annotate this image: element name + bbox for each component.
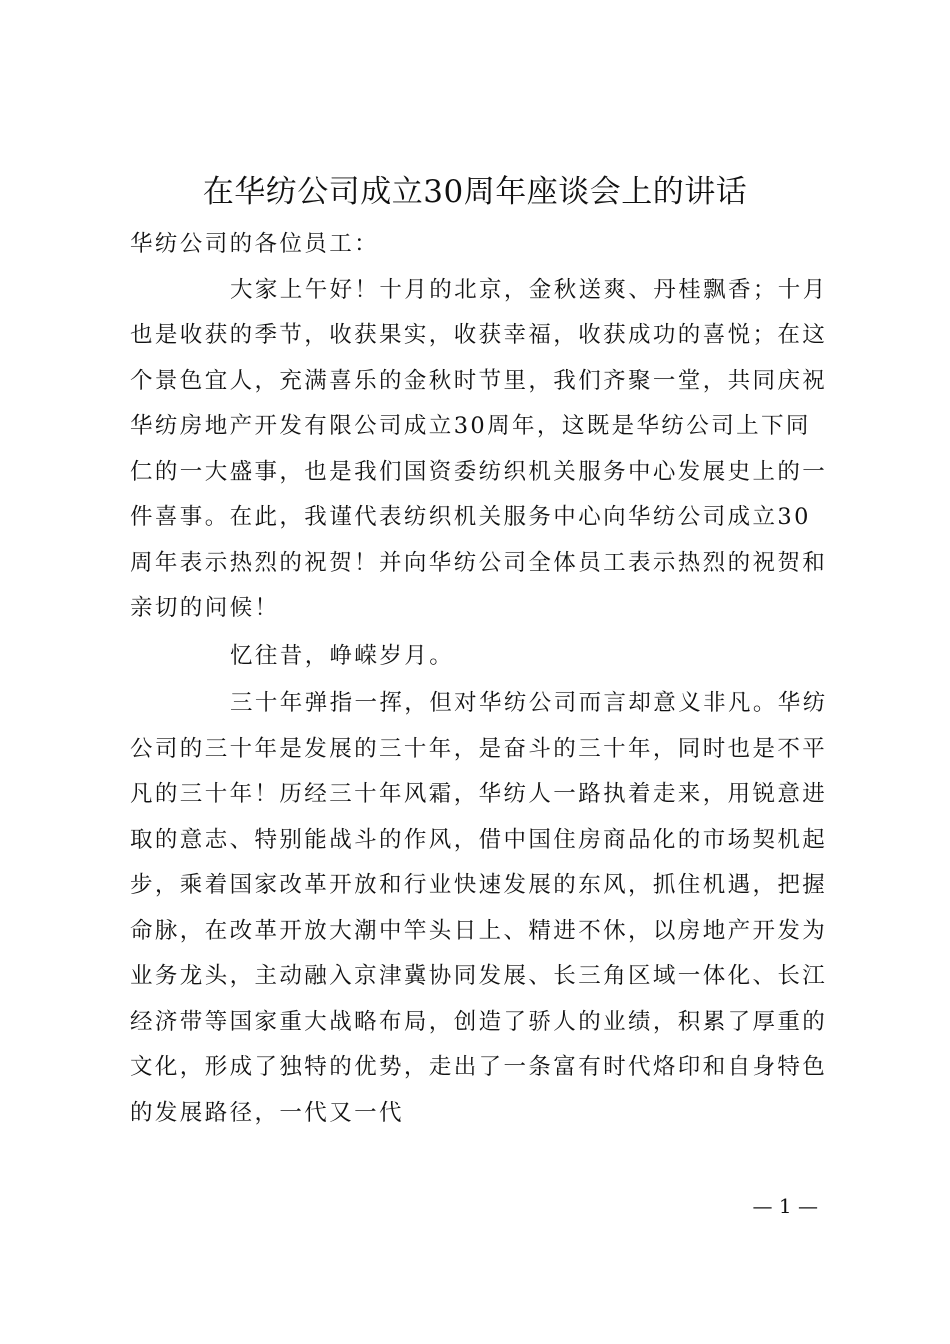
salutation: 华纺公司的各位员工：: [130, 231, 380, 257]
paragraph-greeting: 大家上午好！十月的北京，金秋送爽、丹桂飘香；十月也是收获的季节，收获果实，收获幸福，收获成功的喜悦；在这个景色宜人，充满喜乐的金秋时节里，我们齐聚一堂，共同庆祝华纺房地产开发有限公司成立30周年，这既是华纺公司上下同仁的一大盛事，也是我们国资委纺织机关服务中心发展史上的一件喜事。在此，我谨代表纺织机关服务中心向华纺公司成立30周年表示热烈的祝贺！并向华纺公司全体员工表示热烈的祝贺和亲切的问候！: [130, 276, 828, 621]
paragraph-reminisce: 忆往昔，峥嵘岁月。: [230, 642, 455, 669]
document-body: [130, 222, 830, 1136]
page-number: — 1 —: [752, 1194, 818, 1218]
paragraph-history: 三十年弹指一挥，但对华纺公司而言却意义非凡。华纺公司的三十年是发展的三十年，是奋斗的三十年，同时也是不平凡的三十年！历经三十年风霜，华纺人一路执着走来，用锐意进取的意志、特别能战斗的作风，借中国住房商品化的市场契机起步，乘着国家改革开放和行业快速发展的东风，抓住机遇，把握命脉，在改革开放大潮中竿头日上、精进不休，以房地产开发为业务龙头，主动融入京津冀协同发展、长三角区域一体化、长江经济带等国家重大战略布局，创造了骄人的业绩，积累了厚重的文化，形成了独特的优势，走出了一条富有时代烙印和自身特色的发展路径，一代又一代: [130, 690, 828, 1126]
document-title: 在华纺公司成立30周年座谈会上的讲话: [202, 174, 748, 210]
